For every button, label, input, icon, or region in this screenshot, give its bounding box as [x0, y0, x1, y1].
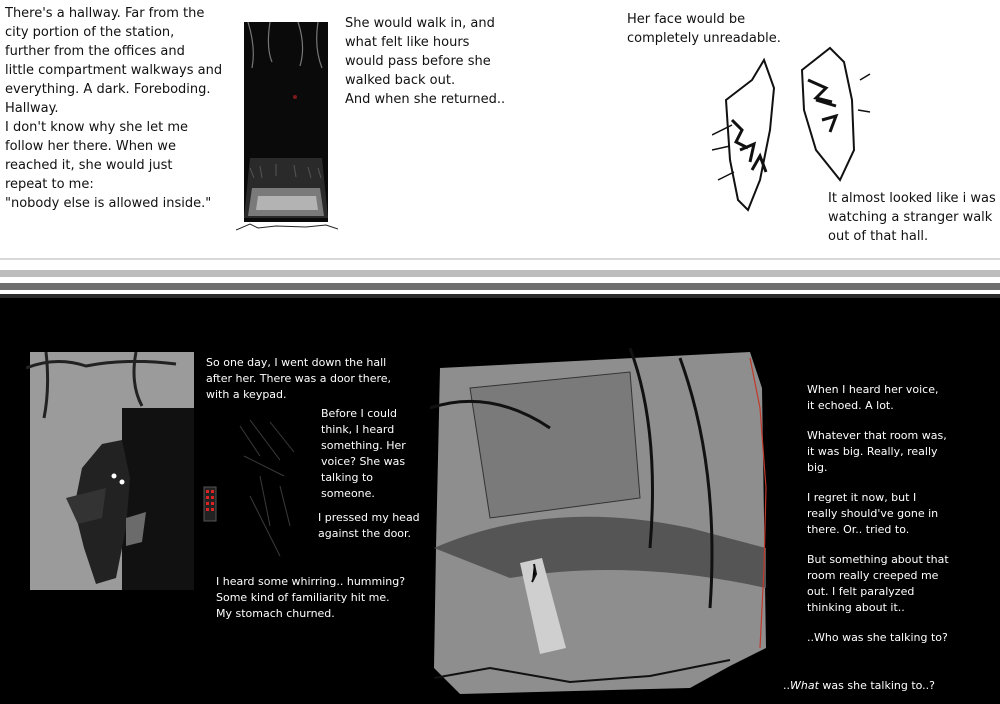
narration-stranger: It almost looked like i was watching a stranger walk out of that hall.: [828, 191, 996, 244]
top-panel: [0, 0, 1000, 258]
narration-pressed-head: I pressed my head against the door.: [318, 511, 420, 540]
narration-whirring: I heard some whirring.. humming? Some kind of familiarity hit me. My stomach churned.: [216, 575, 406, 620]
narration-hallway: There's a hallway. Far from the city portion of the station, further from the offices and little compartment walkways and everything. A dark. Foreboding. Hallway. I don't know why she let me follow her there. When we reached it, she would just repeat to me: "nobody else is allowed inside.": [5, 6, 223, 211]
last-prefix: ..: [783, 679, 790, 692]
narration-room-big: Whatever that room was, it was big. Really, really big.: [807, 429, 947, 474]
big-room-panel: [430, 348, 780, 696]
narration-heard-voice: Before I could think, I heard something. Her voice? She was talking to someone.: [321, 407, 406, 500]
narration-creeped-out: But something about that room really creeped me out. I felt paralyzed thinking about it..: [807, 553, 949, 614]
narration-who-talking: ..Who was she talking to?: [807, 631, 948, 644]
panel-divider: [0, 258, 1000, 300]
last-emphasis: What: [790, 679, 819, 692]
narration-face-unreadable: Her face would be completely unreadable.: [627, 12, 781, 46]
narration-walk-in: She would walk in, and what felt like hours would pass before she walked back out. And when she returned..: [345, 16, 506, 107]
narration-regret: I regret it now, but I really should've gone in there. Or.. tried to.: [807, 491, 939, 536]
narration-echoed: When I heard her voice, it echoed. A lot.: [807, 383, 939, 412]
dark-hallway-drawing: [236, 18, 338, 233]
narration-what-talking: [783, 678, 935, 694]
bottom-panel: [0, 298, 1000, 704]
robot-figure-panel: [26, 348, 198, 594]
last-suffix: was she talking to..?: [818, 679, 936, 692]
keypad-icon: [203, 486, 217, 522]
narration-went-down-hall: So one day, I went down the hall after her. There was a door there, with a keypad.: [206, 356, 392, 401]
silhouette-sketch: [230, 416, 310, 566]
narration-right-column: [807, 382, 949, 646]
